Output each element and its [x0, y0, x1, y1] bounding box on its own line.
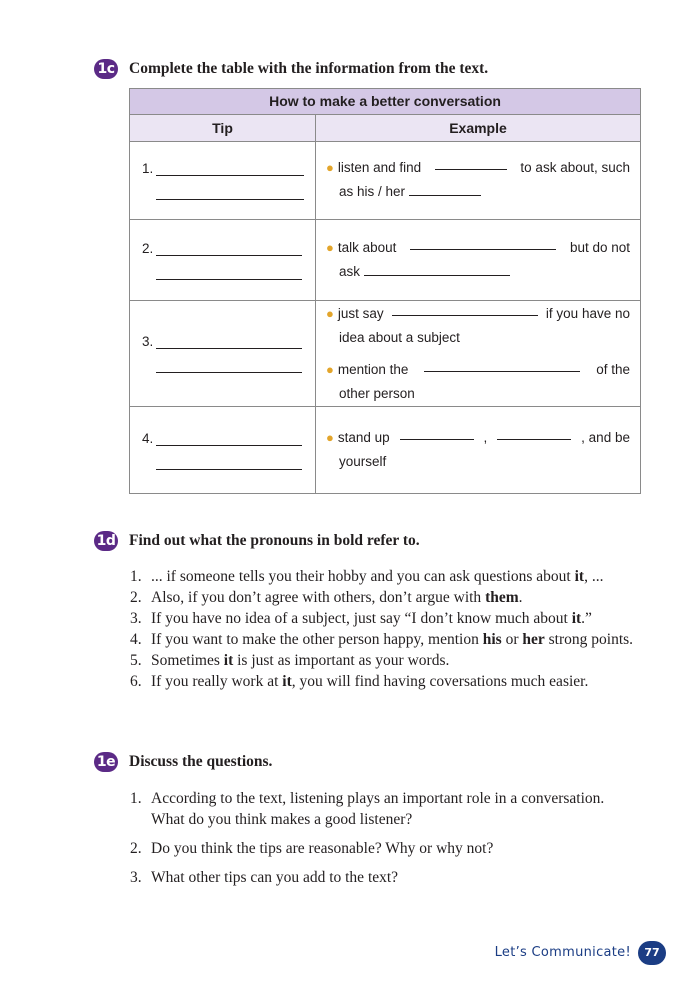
tip-number: 3.: [142, 334, 154, 349]
tip-blank[interactable]: [156, 199, 304, 200]
example-blank[interactable]: [364, 262, 510, 276]
list-item: 1. According to the text, listening plays an important role in a conversation. What do you think makes a good listener?: [130, 790, 605, 828]
table-title: How to make a better conversation: [130, 89, 640, 115]
tip-number: 4.: [142, 431, 154, 446]
example-blank[interactable]: [497, 426, 571, 440]
bullet-icon: ●: [326, 240, 334, 255]
tip-number: 2.: [142, 241, 154, 256]
bullet-icon: ●: [326, 306, 334, 321]
example-blank[interactable]: [392, 302, 538, 316]
tip-blank[interactable]: [156, 445, 302, 446]
exercise-badge-1c: 1c: [94, 59, 118, 79]
list-item: 4. If you want to make the other person happy, mention his or her strong points.: [130, 631, 634, 648]
bullet-icon: ●: [326, 362, 334, 377]
book-title: Let’s Communicate!: [494, 945, 631, 960]
discussion-list: [130, 788, 630, 888]
tip-blank[interactable]: [156, 348, 302, 349]
tip-blank[interactable]: [156, 372, 302, 373]
instruction-1c: Complete the table with the information from the text.: [129, 60, 489, 77]
column-divider: [315, 115, 316, 493]
example-cell: ● listen and find to ask about, such as his / her: [326, 156, 630, 204]
bullet-icon: ●: [326, 160, 334, 175]
tip-blank[interactable]: [156, 175, 304, 176]
row-divider: [130, 219, 640, 220]
exercise-badge-1e: 1e: [94, 752, 118, 772]
list-item: 6. If you really work at it, you will find having coversations much easier.: [130, 673, 589, 690]
bullet-icon: ●: [326, 430, 334, 445]
example-blank[interactable]: [409, 182, 481, 196]
exercise-badge-1d: 1d: [94, 531, 118, 551]
example-cell: ● stand up , , and be yourself: [326, 426, 630, 474]
conversation-table: [129, 88, 641, 494]
list-item: 2. Also, if you don’t agree with others, don’t argue with them.: [130, 589, 523, 606]
page-number: 77: [638, 941, 666, 965]
column-header-example: Example: [316, 115, 640, 142]
list-item: 3. What other tips can you add to the text?: [130, 869, 399, 886]
list-item: 3. If you have no idea of a subject, just say “I don’t know much about it.”: [130, 610, 592, 627]
column-header-tip: Tip: [130, 115, 315, 142]
tip-number: 1.: [142, 161, 154, 176]
row-divider: [130, 406, 640, 407]
list-item: 5. Sometimes it is just as important as your words.: [130, 652, 450, 669]
instruction-1d: Find out what the pronouns in bold refer to.: [129, 532, 420, 549]
pronoun-list: [130, 566, 643, 692]
example-cell: ● talk about but do not ask: [326, 236, 630, 284]
example-blank[interactable]: [400, 426, 474, 440]
tip-blank[interactable]: [156, 469, 302, 470]
example-blank[interactable]: [435, 156, 507, 170]
tip-blank[interactable]: [156, 255, 302, 256]
instruction-1e: Discuss the questions.: [129, 753, 273, 770]
example-blank[interactable]: [424, 358, 580, 372]
tip-blank[interactable]: [156, 279, 302, 280]
example-cell: ● just say if you have no idea about a subject ● mention the of the other person: [326, 302, 630, 406]
example-blank[interactable]: [410, 236, 556, 250]
list-item: 2. Do you think the tips are reasonable? Why or why not?: [130, 840, 494, 857]
list-item: 1. ... if someone tells you their hobby and you can ask questions about it, ...: [130, 568, 604, 585]
row-divider: [130, 300, 640, 301]
